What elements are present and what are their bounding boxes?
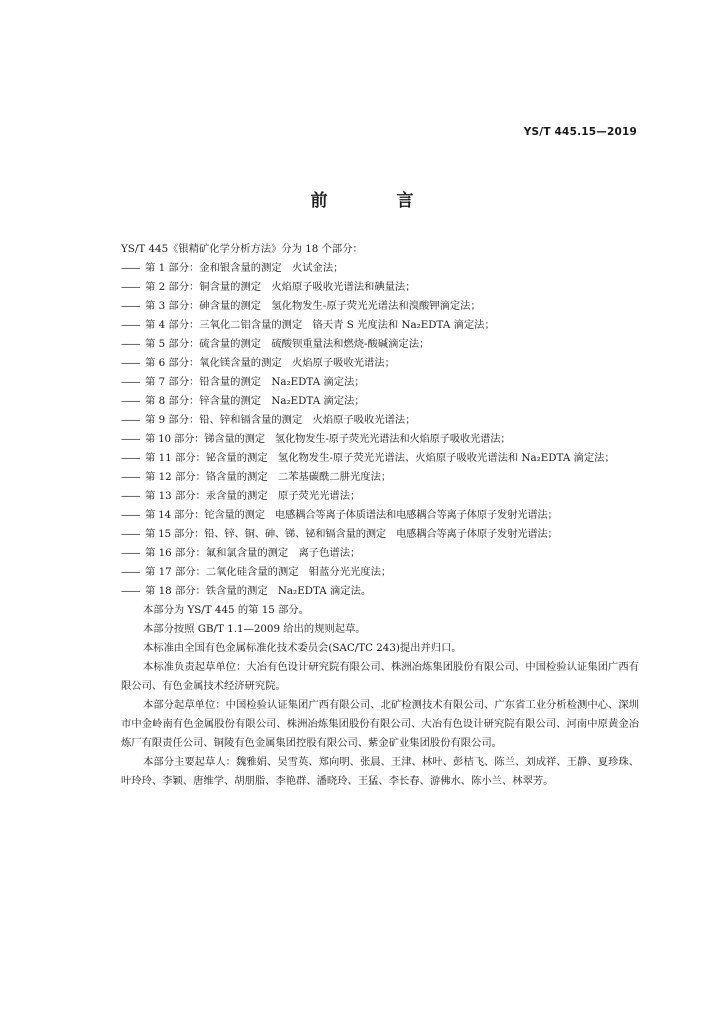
list-dash: —— [121,281,140,293]
standard-code: YS/T 445.15—2019 [523,126,637,138]
list-item [121,487,639,506]
list-dash: —— [121,471,140,483]
list-item [121,335,639,354]
list-item-text: 第 18 部分：铁含量的测定 Na₂EDTA 滴定法。 [145,585,372,597]
list-dash: —— [121,566,140,578]
list-dash: —— [121,490,140,502]
list-item-text: 第 6 部分：氧化镁含量的测定 火焰原子吸收光谱法； [145,357,395,369]
parts-list [121,259,639,601]
list-dash: —— [121,395,140,407]
list-item [121,373,639,392]
list-item [121,297,639,316]
list-item [121,278,639,297]
list-item-text: 第 17 部分：二氧化硅含量的测定 钼蓝分光光度法； [145,566,392,578]
list-dash: —— [121,319,140,331]
list-dash: —— [121,300,140,312]
paragraph: 本部分起草单位：中国检验认证集团广西有限公司、北矿检测技术有限公司、广东省工业分析检测中心、深圳市中金岭南有色金属股份有限公司、株洲冶炼集团股份有限公司、大冶有色设计研究院有限公司、河南中原黄金冶炼厂有限责任公司、铜陵有色金属集团控股有限公司、紫金矿业集团股份有限公司。 [121,699,639,749]
list-item [121,449,639,468]
list-item-text: 第 16 部分：氟和氯含量的测定 离子色谱法； [145,547,361,559]
paragraph: 本标准由全国有色金属标准化技术委员会(SAC/TC 243)提出并归口。 [143,642,462,654]
list-item [121,430,639,449]
list-dash: —— [121,376,140,388]
list-item [121,544,639,563]
list-item-text: 第 4 部分：三氧化二铝含量的测定 铬天青 S 光度法和 Na₂EDTA 滴定法； [145,319,495,331]
list-dash: —— [121,262,140,274]
list-item-text: 第 12 部分：铬含量的测定 二苯基碳酰二肼光度法； [145,471,392,483]
list-item-text: 第 5 部分：硫含量的测定 硫酸钡重量法和燃烧-酸碱滴定法； [145,338,430,350]
paragraph: 本部分为 YS/T 445 的第 15 部分。 [143,604,309,616]
foreword-body [121,240,639,791]
list-dash: —— [121,452,140,464]
list-item-text: 第 1 部分：金和银含量的测定 火试金法； [145,262,344,274]
list-item [121,582,639,601]
list-item [121,563,639,582]
list-item [121,392,639,411]
list-item [121,316,639,335]
list-item [121,354,639,373]
list-item-text: 第 14 部分：铊含量的测定 电感耦合等离子体质谱法和电感耦合等离子体原子发射光谱法； [145,509,558,521]
list-dash: —— [121,509,140,521]
list-dash: —— [121,414,140,426]
list-item-text: 第 15 部分：铅、锌、铜、砷、锑、铋和镉含量的测定 电感耦合等离子体原子发射光谱法； [145,528,558,540]
list-item-text: 第 3 部分：砷含量的测定 氢化物发生-原子荧光光谱法和溴酸钾滴定法； [145,300,481,312]
list-item-text: 第 13 部分：汞含量的测定 原子荧光光谱法； [145,490,361,502]
list-dash: —— [121,433,140,445]
list-item [121,259,639,278]
list-item-text: 第 2 部分：铜含量的测定 火焰原子吸收光谱法和碘量法； [145,281,416,293]
list-item-text: 第 9 部分：铅、锌和镉含量的测定 火焰原子吸收光谱法； [145,414,416,426]
list-dash: —— [121,585,140,597]
paragraph: 本部分按照 GB/T 1.1—2009 给出的规则起草。 [143,623,366,635]
list-dash: —— [121,338,140,350]
list-dash: —— [121,528,140,540]
paragraph: 本标准负责起草单位：大冶有色设计研究院有限公司、株洲冶炼集团股份有限公司、中国检验认证集团广西有限公司、有色金属技术经济研究院。 [121,661,639,692]
list-dash: —— [121,357,140,369]
list-dash: —— [121,547,140,559]
list-item [121,468,639,487]
list-item [121,506,639,525]
list-item-text: 第 11 部分：铋含量的测定 氢化物发生-原子荧光光谱法、火焰原子吸收光谱法和 Na₂EDTA 滴定法； [145,452,615,464]
list-item-text: 第 7 部分：铅含量的测定 Na₂EDTA 滴定法； [145,376,365,388]
paragraph: 本部分主要起草人：魏雅娟、吴雪英、郑向明、张晨、王津、林叶、彭桔飞、陈兰、刘成祥、王静、夏珍珠、叶玲玲、李颖、唐维学、胡朋脂、李艳群、潘晓玲、王猛、李长春、游佛水、陈小兰、林翠芳。 [121,756,639,787]
list-item-text: 第 10 部分：锑含量的测定 氢化物发生-原子荧光光谱法和火焰原子吸收光谱法； [145,433,511,445]
list-item [121,525,639,544]
list-item-text: 第 8 部分：锌含量的测定 Na₂EDTA 滴定法； [145,395,365,407]
intro-line: YS/T 445《银精矿化学分析方法》分为 18 个部分： [121,243,363,255]
list-item [121,411,639,430]
page-title: 前 言 [310,191,440,211]
